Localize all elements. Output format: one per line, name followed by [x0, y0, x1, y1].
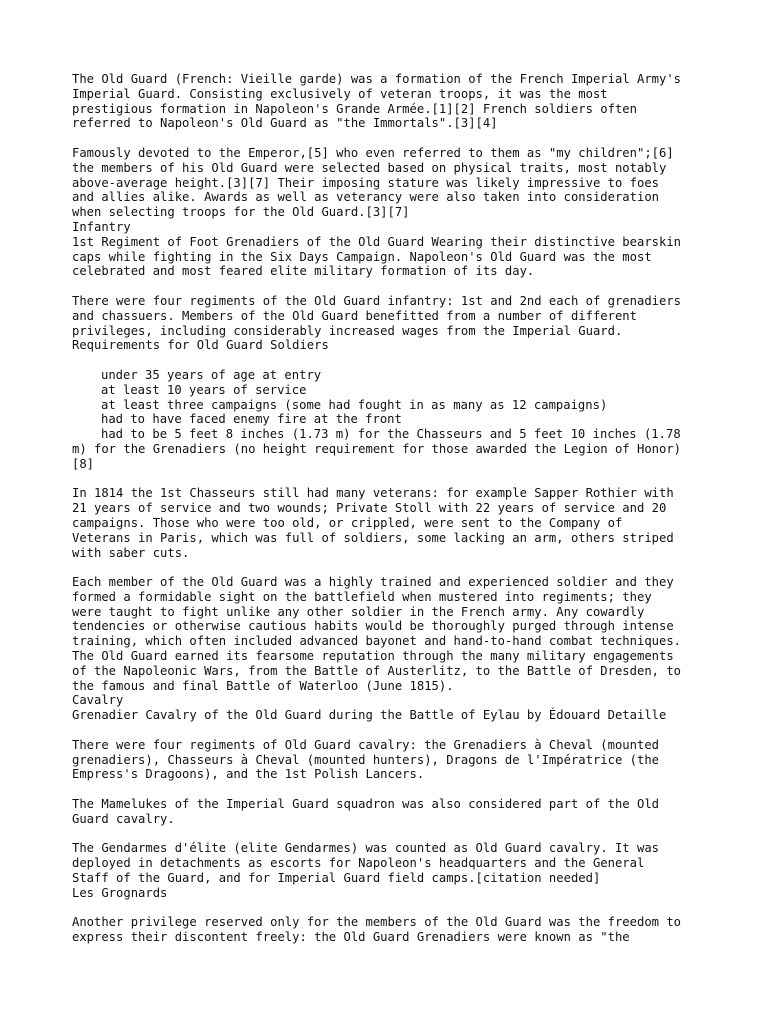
paragraph-gap [72, 279, 702, 294]
cavalry-regiments-paragraph: There were four regiments of Old Guard cavalry: the Grenadiers à Cheval (mounted grenadiers), Chasseurs à Cheval (mounted hunters), Dragons de l'Impératrice (the Empress's Dragoons), and the 1st Polish Lancers. [72, 737, 659, 782]
paragraph-gap [72, 782, 702, 797]
chasseurs-veterans-paragraph: In 1814 the 1st Chasseurs still had many veterans: for example Sapper Rothier with 21 years of service and two wounds; Private Stoll with 22 years of service and 20 campaigns. Those who were too old, or crippled, were sent to the Company of Veterans in Paris, which was full of soldiers, some lacking an arm, others striped with saber cuts. [72, 486, 674, 560]
mamelukes-paragraph: The Mamelukes of the Imperial Guard squadron was also considered part of the Old Guard cavalry. [72, 797, 659, 826]
paragraph-gap [72, 723, 702, 738]
paragraph-gap [72, 472, 702, 487]
paragraph-gap [72, 827, 702, 842]
infantry-regiments-paragraph: There were four regiments of the Old Guard infantry: 1st and 2nd each of grenadiers and chassuers. Members of the Old Guard benefitted from a number of different privileges, including considerably increased wages from the Imperial Guard. Requirements for Old Guard Soldiers [72, 293, 682, 353]
intro-paragraph: The Old Guard (French: Vieille garde) was a formation of the French Imperial Army's Imperial Guard. Consisting exclusively of veteran troops, it was the most prestigious formation in Napoleon's Grande Armée.[1][2] French soldiers often referred to Napoleon's Old Guard as "the Immortals".[3][4] [72, 72, 682, 131]
paragraph-gap [72, 353, 702, 368]
requirements-list-wrap: m) for the Grenadiers (no height requirement for those awarded the Legion of Honor) [8] [72, 441, 682, 471]
grognards-paragraph: Another privilege reserved only for the members of the Old Guard was the freedom to express their discontent freely: the Old Guard Grenadiers were known as "the [72, 915, 682, 945]
requirements-list: under 35 years of age at entry at least 10 years of service at least three campaigns (some had fought in as many as 12 campaigns) had to have faced enemy fire at the front had to be 5 feet 8 inches (1.73 m) for the Chasseurs and 5 feet 10 inches (1.78 [101, 367, 681, 442]
paragraph-gap [72, 560, 702, 575]
training-cavalry-paragraph: Each member of the Old Guard was a highly trained and experienced soldier and they formed a formidable sight on the battlefield when mustered into regiments; they were taught to fight unlike any other soldier in the French army. Any cowardly tendencies or otherwise cautious habits would be thoroughly purged through intense training, which often included advanced bayonet and hand-to-hand combat techniques. The Old Guard earned its fearsome reputation through the many military engagements of the Napoleonic Wars, from the Battle of Austerlitz, to the Battle of Dresden, to the famous and final Battle of Waterloo (June 1815). Cavalry Grenadier Cavalry of the Old Guard during the Battle of Eylau by Édouard Detaille [72, 575, 682, 723]
gendarmes-paragraph: The Gendarmes d'élite (elite Gendarmes) was counted as Old Guard cavalry. It was deployed in detachments as escorts for Napoleon's headquarters and the General Staff of the Guard, and for Imperial Guard field camps.[citation needed] Les Grognards [72, 841, 659, 900]
paragraph-gap [72, 901, 702, 916]
selection-infantry-paragraph: Famously devoted to the Emperor,[5] who even referred to them as "my children";[6] the members of his Old Guard were selected based on physical traits, most notably above-average height.[3][7] Their imposing stature was likely impressive to foes and allies alike. Awards as well as veterancy were also taken into consideration when selecting troops for the Old Guard.[3][7] Infantry 1st Regiment of Foot Grenadiers of the Old Guard Wearing their distinctive bearskin caps while fighting in the Six Days Campaign. Napoleon's Old Guard was the most celebrated and most feared elite military formation of its day. [72, 145, 682, 279]
paragraph-gap [72, 131, 702, 146]
